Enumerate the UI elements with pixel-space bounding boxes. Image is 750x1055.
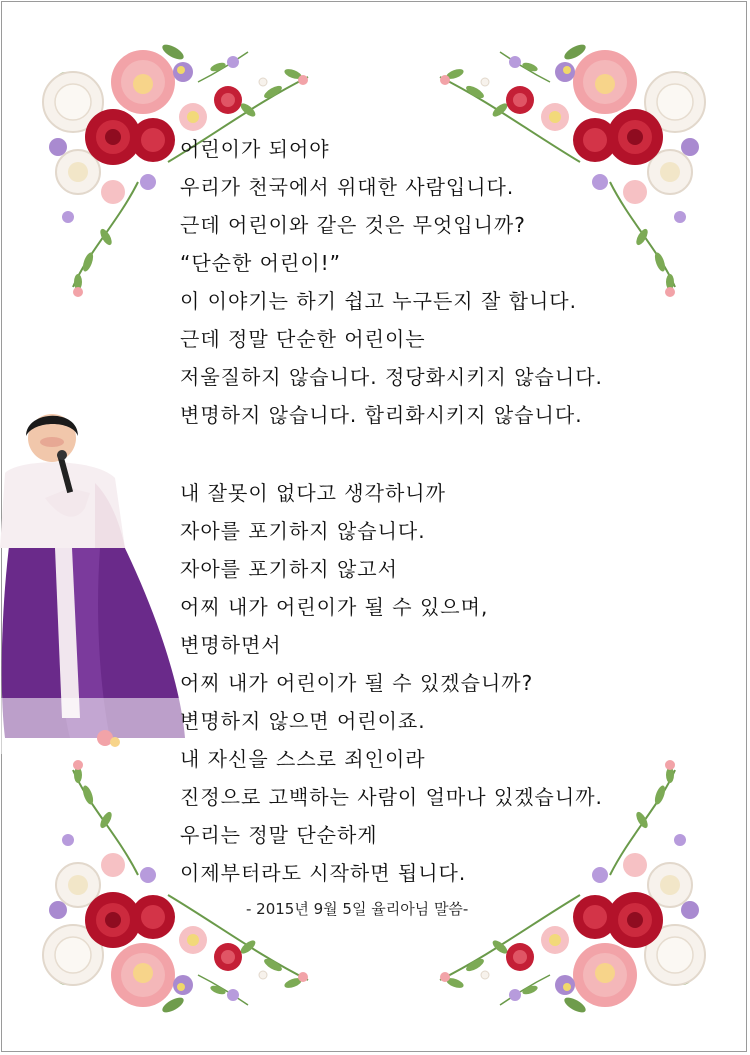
text-line: 자아를 포기하지 않습니다. <box>180 519 426 543</box>
text-line: 어린이가 되어야 <box>180 137 330 161</box>
text-line: 자아를 포기하지 않고서 <box>180 557 398 581</box>
text-line: 변명하면서 <box>180 633 282 657</box>
date-signature: - 2015년 9월 5일 율리아님 말씀- <box>246 900 469 918</box>
text-line: 진정으로 고백하는 사람이 얼마나 있겠습니까. <box>180 785 603 809</box>
text-line: 어찌 내가 어린이가 될 수 있으며, <box>180 595 489 619</box>
text-line: 우리는 정말 단순하게 <box>180 823 378 847</box>
text-line: 근데 어린이와 같은 것은 무엇입니까? <box>180 213 526 237</box>
text-line: 이제부터라도 시작하면 됩니다. <box>180 861 467 885</box>
text-line: 변명하지 않습니다. 합리화시키지 않습니다. <box>180 403 583 427</box>
text-line: “단순한 어린이!” <box>180 251 342 275</box>
text-line: 내 잘못이 없다고 생각하니까 <box>180 481 446 505</box>
text-line: 우리가 천국에서 위대한 사람입니다. <box>180 175 515 199</box>
text-line: 어찌 내가 어린이가 될 수 있겠습니까? <box>180 671 534 695</box>
text-line: 내 자신을 스스로 죄인이라 <box>180 747 426 771</box>
text-line: 근데 정말 단순한 어린이는 <box>180 327 426 351</box>
text-line: 변명하지 않으면 어린이죠. <box>180 709 426 733</box>
sermon-text <box>180 130 700 892</box>
text-line: 이 이야기는 하기 쉽고 누구든지 잘 합니다. <box>180 289 577 313</box>
speaker-photo <box>0 398 190 754</box>
text-line: 저울질하지 않습니다. 정당화시키지 않습니다. <box>180 365 603 389</box>
stanza-break <box>180 434 700 474</box>
